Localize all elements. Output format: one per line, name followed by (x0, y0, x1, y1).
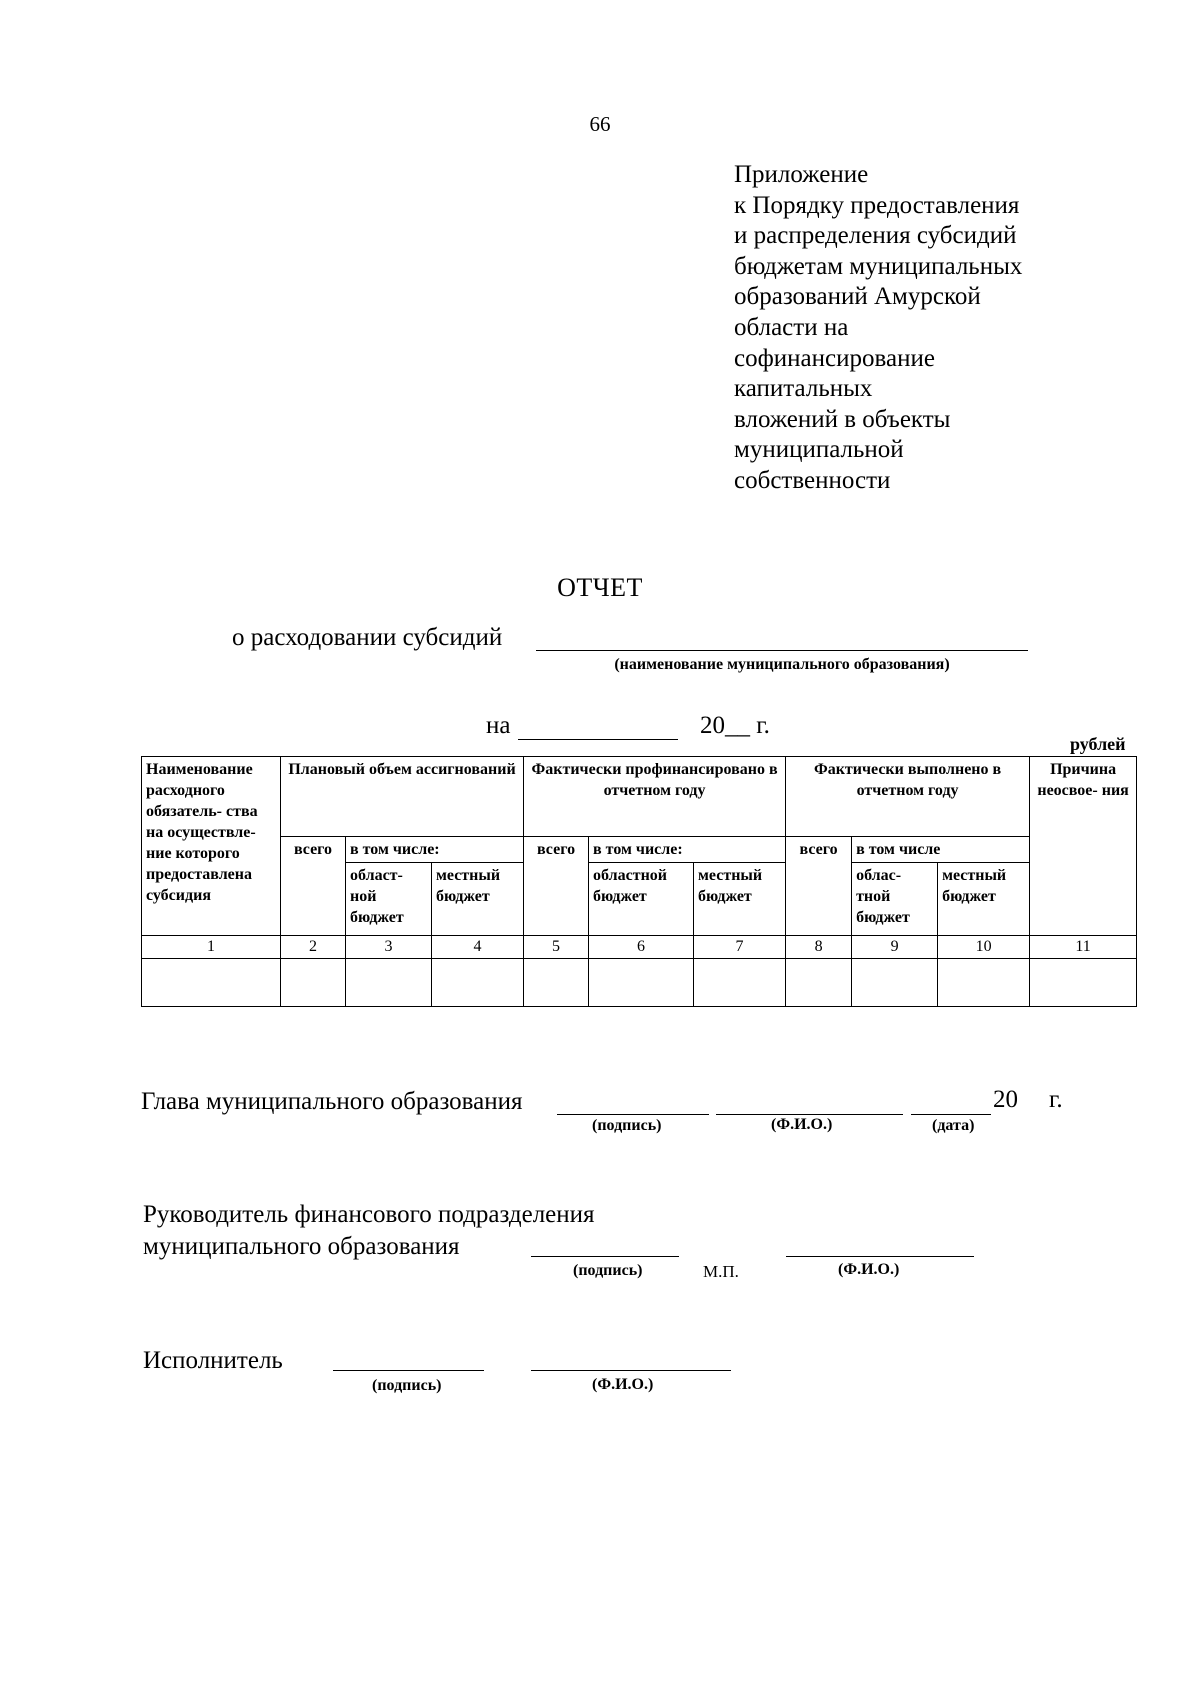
appendix-line: собственности (734, 466, 891, 494)
appendix-line: муниципальной (734, 436, 904, 464)
executor-signature-caption: (подпись) (372, 1377, 442, 1394)
header-actually-financed: Фактически профинансировано в отчетном году (524, 757, 786, 837)
column-number: 7 (694, 936, 786, 959)
header-done-including: в том числе (852, 837, 1030, 863)
header-plan-including: в том числе: (346, 837, 524, 863)
column-number: 5 (524, 936, 589, 959)
table-cell[interactable] (142, 959, 281, 1007)
appendix-line: вложений в объекты (734, 405, 951, 433)
report-subtitle: о расходовании субсидий (232, 624, 503, 651)
municipality-blank-line[interactable] (536, 650, 1028, 651)
header-done-local: местный бюджет (938, 863, 1030, 936)
finance-fio-line[interactable] (786, 1256, 974, 1257)
table-cell[interactable] (1030, 959, 1137, 1007)
head-year: 20 (993, 1086, 1018, 1113)
appendix-line: образований Амурской (734, 283, 981, 311)
head-date-caption: (дата) (932, 1117, 975, 1134)
column-number: 9 (852, 936, 938, 959)
head-label: Глава муниципального образования (141, 1088, 523, 1115)
finance-fio-caption: (Ф.И.О.) (838, 1261, 900, 1278)
column-number: 11 (1030, 936, 1137, 959)
municipality-caption: (наименование муниципального образования) (614, 656, 950, 673)
column-number: 2 (281, 936, 346, 959)
report-title: ОТЧЕТ (557, 573, 643, 602)
head-year-suffix: г. (1049, 1086, 1063, 1113)
appendix-block (734, 160, 1154, 497)
head-signature-line[interactable] (557, 1114, 709, 1115)
finance-label-line2: муниципального образования (143, 1233, 460, 1260)
table-cell[interactable] (346, 959, 432, 1007)
header-plan-total: всего (281, 837, 346, 936)
header-fin-local: местный бюджет (694, 863, 786, 936)
units-label: рублей (1070, 734, 1126, 754)
executor-fio-caption: (Ф.И.О.) (592, 1376, 654, 1393)
appendix-line: капитальных (734, 375, 873, 403)
table-cell[interactable] (524, 959, 589, 1007)
column-number: 8 (786, 936, 852, 959)
appendix-line: и распределения субсидий (734, 222, 1017, 250)
table-cell[interactable] (938, 959, 1030, 1007)
finance-signature-line[interactable] (531, 1256, 679, 1257)
head-fio-caption: (Ф.И.О.) (771, 1116, 833, 1133)
header-fin-regional: областной бюджет (589, 863, 694, 936)
header-reason: Причина неосвое- ния (1030, 757, 1137, 936)
table-row (142, 959, 1137, 1007)
header-done-total: всего (786, 837, 852, 936)
table-cell[interactable] (852, 959, 938, 1007)
header-fin-total: всего (524, 837, 589, 936)
appendix-line: к Порядку предоставления (734, 191, 1020, 219)
header-plan-regional: област- ной бюджет (346, 863, 432, 936)
header-actually-done: Фактически выполнено в отчетном году (786, 757, 1030, 837)
finance-label-line1: Руководитель финансового подразделения (143, 1201, 595, 1228)
year-text: 20__ г. (700, 712, 770, 739)
table-cell[interactable] (281, 959, 346, 1007)
head-signature-caption: (подпись) (592, 1117, 662, 1134)
executor-fio-line[interactable] (531, 1370, 731, 1371)
header-plan-local: местный бюджет (432, 863, 524, 936)
table-cell[interactable] (694, 959, 786, 1007)
header-planned-volume: Плановый объем ассигнований (281, 757, 524, 837)
report-table (141, 756, 1137, 1007)
date-prefix: на (486, 712, 511, 739)
finance-signature-caption: (подпись) (573, 1262, 643, 1279)
table-cell[interactable] (589, 959, 694, 1007)
header-expenditure-name: Наименование расходного обязатель- ства на осуществле- ние которого предоставлена субсидия (142, 757, 281, 936)
executor-label: Исполнитель (143, 1347, 283, 1374)
head-fio-line[interactable] (716, 1114, 903, 1115)
header-fin-including: в том числе: (589, 837, 786, 863)
page-number: 66 (589, 112, 611, 136)
appendix-line: области на (734, 313, 849, 341)
table-cell[interactable] (786, 959, 852, 1007)
column-number: 3 (346, 936, 432, 959)
executor-signature-line[interactable] (333, 1370, 484, 1371)
column-number: 1 (142, 936, 281, 959)
column-number: 10 (938, 936, 1030, 959)
appendix-line: бюджетам муниципальных (734, 252, 1023, 280)
appendix-line: Приложение (734, 161, 869, 188)
appendix-line: софинансирование (734, 344, 935, 372)
column-number: 4 (432, 936, 524, 959)
head-date-line[interactable] (911, 1114, 991, 1115)
header-done-regional: облас- тной бюджет (852, 863, 938, 936)
column-number: 6 (589, 936, 694, 959)
date-blank-line[interactable] (518, 739, 678, 740)
stamp-label: М.П. (703, 1262, 739, 1281)
table-cell[interactable] (432, 959, 524, 1007)
column-numbers-row (142, 936, 1137, 959)
